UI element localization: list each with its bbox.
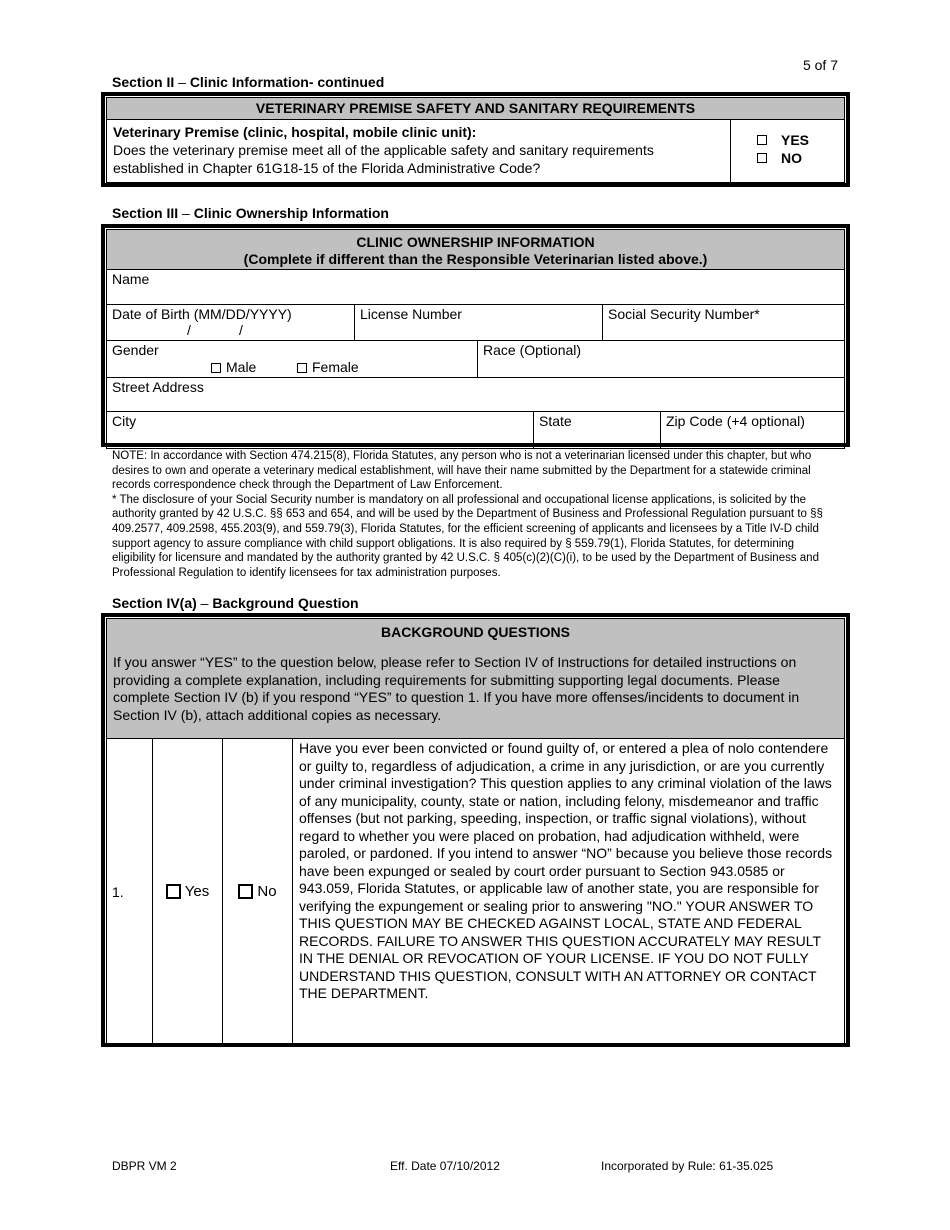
premise-question-bold: Veterinary Premise (clinic, hospital, mobile clinic unit):: [113, 124, 477, 140]
footer-effective-date: Eff. Date 07/10/2012: [390, 1159, 500, 1173]
background-questions-header: [107, 619, 844, 739]
premise-yes-label: YES: [781, 132, 810, 148]
section-4-dash: –: [196, 595, 213, 611]
gender-female-option[interactable]: [297, 359, 359, 375]
section-3-heading-b: Clinic Ownership Information: [193, 205, 389, 221]
question-yes-label: Yes: [184, 883, 210, 900]
section-2-dash: –: [174, 74, 190, 90]
section-2-heading: [112, 74, 384, 90]
checkbox-icon[interactable]: [297, 363, 307, 373]
question-number: 1.: [107, 739, 153, 1044]
question-yes-option[interactable]: [153, 739, 223, 1044]
female-label: Female: [312, 359, 359, 375]
checkbox-icon[interactable]: [757, 153, 767, 163]
race-field[interactable]: [478, 341, 844, 377]
checkbox-icon[interactable]: [166, 884, 181, 899]
background-questions-intro: If you answer “YES” to the question below, please refer to Section IV of Instructions for detailed instructions on providing a complete explanation, including requirements for submitting supporting legal documents. Please complete Section IV (b) if you respond “YES” to question 1. If you have more offenses/incidents to document in Section IV (b), attach additional copies as necessary.: [113, 654, 800, 723]
street-address-field[interactable]: [107, 378, 844, 411]
license-number-field[interactable]: [355, 305, 603, 340]
section-2-heading-b: Clinic Information- continued: [189, 74, 385, 90]
checkbox-icon[interactable]: [211, 363, 221, 373]
premise-no-option[interactable]: [757, 149, 844, 167]
male-label: Male: [226, 359, 257, 375]
footer-form-id: DBPR VM 2: [112, 1159, 177, 1173]
question-no-option[interactable]: [223, 739, 293, 1044]
premise-safety-title: VETERINARY PREMISE SAFETY AND SANITARY REQUIREMENTS: [107, 98, 844, 120]
race-label: Race (Optional): [483, 342, 582, 358]
gender-label: Gender: [112, 342, 159, 358]
dob-separator-2: /: [239, 322, 243, 338]
background-questions-title: BACKGROUND QUESTIONS: [380, 624, 570, 640]
ownership-title: CLINIC OWNERSHIP INFORMATION: [356, 234, 595, 250]
premise-question: [107, 120, 731, 182]
premise-no-label: NO: [781, 150, 802, 166]
note-paragraph-1: NOTE: In accordance with Section 474.215(8), Florida Statutes, any person who is not a veterinarian licensed under this chapter, but who desires to own and operate a veterinary medical establishment, will have their name submitted by the Department for a statewide criminal records correspondence check through the Department of Law Enforcement.: [112, 450, 812, 492]
section-3-heading-a: Section III: [112, 205, 179, 221]
license-number-label: License Number: [360, 306, 462, 322]
zip-code-label: Zip Code (+4 optional): [666, 413, 805, 429]
gender-field: [107, 341, 478, 377]
city-field[interactable]: [107, 412, 534, 448]
question-no-label: No: [257, 883, 277, 900]
zip-code-field[interactable]: [661, 412, 844, 448]
note-paragraph-2: * The disclosure of your Social Security number is mandatory on all professional and occupational license applications, is solicited by the authority granted by 42 U.S.C. §§ 653 and 654, and will be used by the Department of Business and Professional Regulation pursuant to §§ 409.2577, 409.2598, 455.203(9), and 559.79(3), Florida Statutes, for the efficient screening of applicants and licensees by a Title IV-D child support agency to assure compliance with child support obligations. It is also required by § 559.79(1), Florida Statutes, for determining eligibility for licensure and mandated by the authority granted by 42 U.S.C. § 405(c)(2)(C)(i), to be used by the Department of Business and Professional Regulation to identify licensees for tax administration purposes.: [112, 493, 823, 579]
checkbox-icon[interactable]: [757, 135, 767, 145]
dob-field[interactable]: [107, 305, 355, 340]
state-label: State: [539, 413, 572, 429]
dob-label: Date of Birth (MM/DD/YYYY): [112, 306, 292, 322]
street-address-label: Street Address: [112, 379, 204, 395]
gender-male-option[interactable]: [211, 359, 256, 375]
section-4-heading-b: Background Question: [212, 595, 359, 611]
city-label: City: [112, 413, 137, 429]
premise-yes-option[interactable]: [757, 131, 844, 149]
premise-safety-table: [101, 92, 850, 187]
name-label: Name: [112, 271, 150, 287]
section-4-heading-a: Section IV(a): [112, 595, 197, 611]
section-4-heading: [112, 595, 359, 611]
name-field[interactable]: [107, 270, 844, 304]
checkbox-icon[interactable]: [238, 884, 253, 899]
ownership-title-block: [107, 230, 844, 270]
footer-rule: Incorporated by Rule: 61-35.025: [601, 1159, 774, 1173]
section-3-dash: –: [178, 205, 194, 221]
ownership-subtitle: (Complete if different than the Responsible Veterinarian listed above.): [243, 251, 708, 267]
ownership-table: [101, 224, 850, 447]
page-number: 5 of 7: [802, 57, 838, 73]
question-row: [107, 739, 844, 1044]
section-3-heading: [112, 205, 389, 221]
premise-question-text: Does the veterinary premise meet all of the applicable safety and sanitary requirements established in Chapter 61G18-15 of the Florida Administrative Code?: [113, 142, 654, 176]
ownership-note: [112, 449, 837, 580]
section-2-heading-a: Section II: [112, 74, 175, 90]
premise-answer: [731, 120, 844, 182]
ssn-label: Social Security Number*: [608, 306, 760, 322]
dob-separator-1: /: [187, 322, 191, 338]
state-field[interactable]: [534, 412, 661, 448]
ssn-field[interactable]: [603, 305, 844, 340]
background-questions-table: [101, 613, 850, 1047]
question-text: Have you ever been convicted or found guilty of, or entered a plea of nolo contendere or guilty to, regardless of adjudication, a crime in any jurisdiction, or are you currently under criminal investigation? This question applies to any criminal violation of the laws of any municipality, county, state or nation, including felony, misdemeanor and traffic offenses (but not parking, speeding, inspection, or traffic signal violations), without regard to whether you were placed on probation, had adjudication withheld, were paroled, or pardoned. If you intend to answer “NO” because you believe those records have been expunged or sealed by court order pursuant to Section 943.0585 or 943.059, Florida Statutes, or applicable law of another state, you are responsible for verifying the expungement or sealing prior to answering "NO." YOUR ANSWER TO THIS QUESTION MAY BE CHECKED AGAINST LOCAL, STATE AND FEDERAL RECORDS. FAILURE TO ANSWER THIS QUESTION ACCURATELY MAY RESULT IN THE DENIAL OR REVOCATION OF YOUR LICENSE. IF YOU DO NOT FULLY UNDERSTAND THIS QUESTION, CONSULT WITH AN ATTORNEY OR CONTACT THE DEPARTMENT.: [299, 740, 833, 1001]
